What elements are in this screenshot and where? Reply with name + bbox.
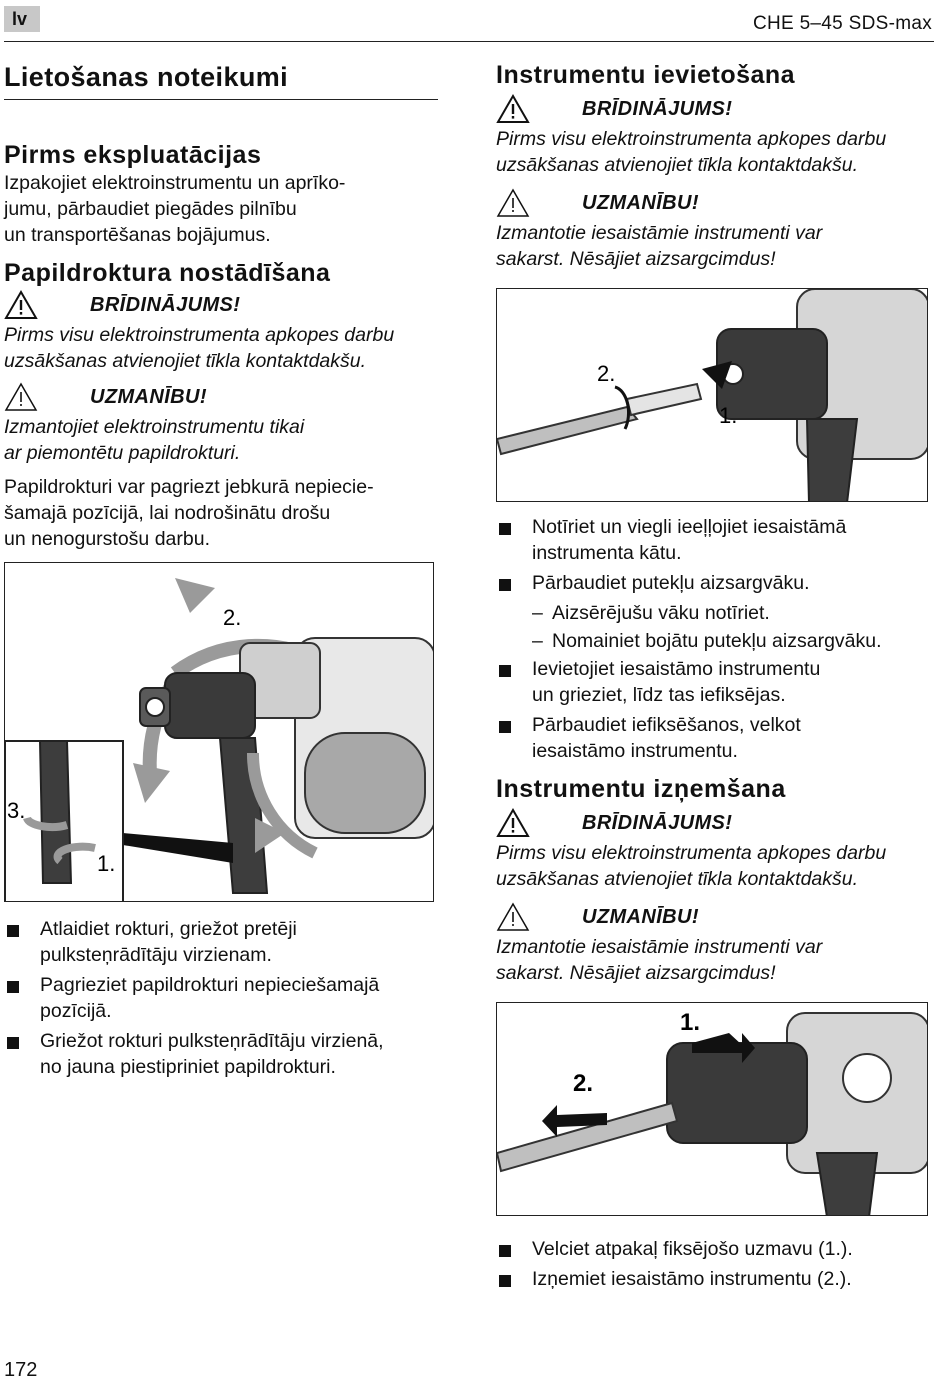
caution-label: UZMANĪBU! xyxy=(582,905,699,928)
body-line: Izpakojiet elektroinstrumentu un aprīko- xyxy=(4,172,346,194)
caution-block xyxy=(496,186,934,220)
list-item: Griežot rokturi pulksteņrādītāju virzienā, no jauna piestipriniet papildrokturi. xyxy=(4,1028,438,1080)
warning-label: BRĪDINĀJUMS! xyxy=(582,811,733,834)
section-heading-insert-tool: Instrumentu ievietošana xyxy=(496,61,796,89)
remove-tool-illustration xyxy=(497,1003,928,1216)
square-bullet-icon xyxy=(499,1275,511,1287)
square-bullet-icon xyxy=(7,925,19,937)
page-title: Lietošanas noteikumi xyxy=(4,60,438,100)
warning-label: BRĪDINĀJUMS! xyxy=(582,97,733,120)
caution-triangle-icon xyxy=(496,902,530,932)
warning-triangle-icon xyxy=(496,808,530,838)
remove-tool-steps xyxy=(496,1236,934,1292)
warning-block xyxy=(496,806,934,840)
square-bullet-icon xyxy=(499,523,511,535)
section-heading-remove-tool: Instrumentu izņemšana xyxy=(496,775,786,803)
aux-handle-figure xyxy=(4,562,434,902)
insert-tool-figure xyxy=(496,288,928,502)
language-code: lv xyxy=(12,9,28,29)
sub-list-item: – Aizsērējušu vāku notīriet. xyxy=(532,602,770,624)
caution-text: sakarst. Nēsājiet aizsargcimdus! xyxy=(496,962,776,984)
warning-text: uzsākšanas atvienojiet tīkla kontaktdakšu. xyxy=(496,868,859,890)
aux-handle-steps xyxy=(4,916,438,1080)
warning-text: Pirms visu elektroinstrumenta apkopes darbu xyxy=(496,842,887,864)
sub-list-item: – Nomainiet bojātu putekļu aizsargvāku. xyxy=(532,630,882,652)
body-line: šamajā pozīcijā, lai nodrošinātu drošu xyxy=(4,502,331,524)
caution-label: UZMANĪBU! xyxy=(90,385,207,408)
warning-text: Pirms visu elektroinstrumenta apkopes darbu xyxy=(4,324,395,346)
square-bullet-icon xyxy=(499,721,511,733)
body-line: jumu, pārbaudiet piegādes pilnību xyxy=(4,198,297,220)
body-line: un transportēšanas bojājumus. xyxy=(4,224,271,246)
list-item: Pārbaudiet iefiksēšanos, velkot iesaistāmo instrumentu. xyxy=(496,712,934,764)
section-heading-aux-handle: Papildroktura nostādīšana xyxy=(4,259,331,287)
header-rule xyxy=(4,41,934,42)
caution-text: sakarst. Nēsājiet aizsargcimdus! xyxy=(496,248,776,270)
figure-label-step2: 2. xyxy=(573,1070,594,1097)
left-column xyxy=(4,60,438,1084)
body-line: Papildrokturi var pagriezt jebkurā nepiecie- xyxy=(4,476,374,498)
insert-tool-illustration xyxy=(497,289,928,502)
figure-label-step3: 3. xyxy=(7,798,26,823)
aux-handle-illustration xyxy=(5,563,434,902)
section-heading-before-use: Pirms ekspluatācijas xyxy=(4,141,262,169)
square-bullet-icon xyxy=(499,665,511,677)
warning-text: Pirms visu elektroinstrumenta apkopes darbu xyxy=(496,128,887,150)
figure-label-step2: 2. xyxy=(597,361,616,386)
warning-label: BRĪDINĀJUMS! xyxy=(90,293,241,316)
warning-text: uzsākšanas atvienojiet tīkla kontaktdakšu. xyxy=(496,154,859,176)
model-name: CHE 5–45 SDS-max xyxy=(752,13,932,34)
warning-text: uzsākšanas atvienojiet tīkla kontaktdakšu. xyxy=(4,350,367,372)
square-bullet-icon xyxy=(499,1245,511,1257)
caution-text: Izmantotie iesaistāmie instrumenti var xyxy=(496,936,823,958)
page-number: 172 xyxy=(4,1359,38,1381)
caution-text: Izmantojiet elektroinstrumentu tikai xyxy=(4,416,305,438)
language-tab xyxy=(4,6,40,32)
figure-label-step1: 1. xyxy=(97,851,116,876)
list-item: Ievietojiet iesaistāmo instrumentu un grieziet, līdz tas iefiksējas. xyxy=(496,656,934,708)
square-bullet-icon xyxy=(7,981,19,993)
caution-block xyxy=(4,380,438,414)
caution-text: Izmantotie iesaistāmie instrumenti var xyxy=(496,222,823,244)
list-item: Velciet atpakaļ fiksējošo uzmavu (1.). xyxy=(496,1236,934,1262)
list-item: Notīriet un viegli ieeļļojiet iesaistāmā instrumenta kātu. xyxy=(496,514,934,566)
body-line: un nenogurstošu darbu. xyxy=(4,528,210,550)
remove-tool-figure xyxy=(496,1002,928,1216)
warning-triangle-icon xyxy=(4,290,38,320)
warning-block xyxy=(4,288,438,322)
dash-marker: – xyxy=(532,602,543,624)
list-item: Izņemiet iesaistāmo instrumentu (2.). xyxy=(496,1266,934,1292)
figure-label-step1: 1. xyxy=(680,1009,701,1036)
caution-triangle-icon xyxy=(496,188,530,218)
right-column xyxy=(496,60,934,1296)
dash-marker: – xyxy=(532,630,543,652)
warning-block xyxy=(496,92,934,126)
square-bullet-icon xyxy=(499,579,511,591)
caution-block xyxy=(496,900,934,934)
warning-triangle-icon xyxy=(496,94,530,124)
caution-text: ar piemontētu papildrokturi. xyxy=(4,442,241,464)
insert-tool-steps xyxy=(496,514,934,764)
caution-label: UZMANĪBU! xyxy=(582,191,699,214)
figure-label-step1: 1. xyxy=(719,403,738,428)
list-item: Pārbaudiet putekļu aizsargvāku. xyxy=(496,570,934,596)
figure-label-step2: 2. xyxy=(223,605,242,630)
list-item: Atlaidiet rokturi, griežot pretēji pulksteņrādītāju virzienam. xyxy=(4,916,438,968)
list-item: Pagrieziet papildrokturi nepieciešamajā pozīcijā. xyxy=(4,972,438,1024)
square-bullet-icon xyxy=(7,1037,19,1049)
caution-triangle-icon xyxy=(4,382,38,412)
